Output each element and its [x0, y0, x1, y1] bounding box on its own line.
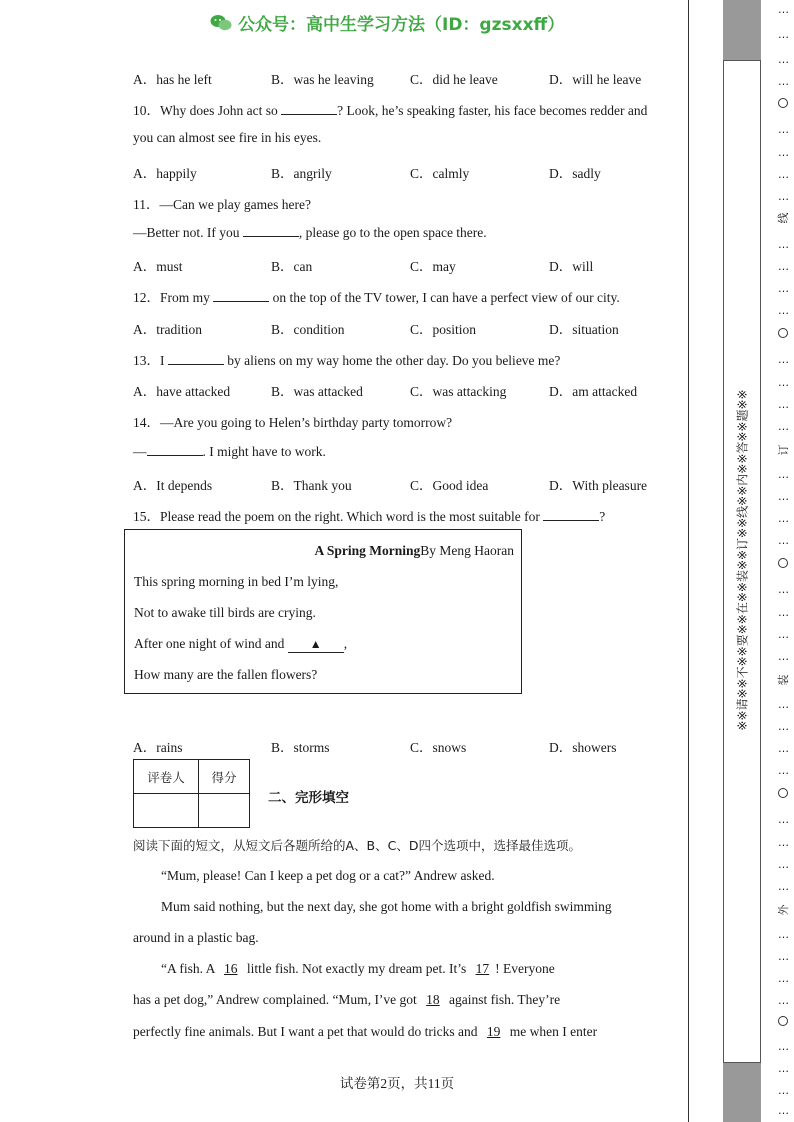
- q14-option-a[interactable]: A．It depends: [133, 478, 213, 493]
- wechat-icon: [210, 14, 232, 32]
- binding-dots: …: [778, 28, 789, 41]
- poem-line-2: Not to awake till birds are crying.: [134, 605, 316, 620]
- q14-text-b: . I might have to work.: [202, 444, 326, 459]
- q10-stem: [133, 99, 647, 119]
- q12-blank: [213, 289, 269, 302]
- binding-dots: …: [778, 972, 789, 985]
- binding-dots: …: [778, 3, 789, 16]
- poem-line-4: How many are the fallen flowers?: [134, 667, 318, 682]
- binding-dots: …: [778, 53, 789, 66]
- binding-dots: …: [778, 950, 789, 963]
- passage-p4-text-b: against fish. They’re: [445, 992, 561, 1007]
- score-header: 得分: [199, 760, 250, 794]
- binding-dots: …: [778, 123, 789, 136]
- binding-dots: …: [778, 858, 789, 871]
- cloze-blank-18: 18: [426, 992, 440, 1007]
- passage-p2-line1: Mum said nothing, but the next day, she got home with a bright goldfish swimming: [161, 899, 612, 914]
- q10-text-a: 10．Why does John act so: [133, 103, 282, 118]
- binding-dots: …: [778, 376, 789, 389]
- binding-dots: …: [778, 146, 789, 159]
- q14-text-a: —: [133, 444, 147, 459]
- binding-dots: …: [778, 698, 789, 711]
- q12-text-a: 12．From my: [133, 290, 214, 305]
- q13-text-a: 13．I: [133, 353, 168, 368]
- passage-p3-text-c: ! Everyone: [495, 961, 555, 976]
- q15-text-a: 15．Please read the poem on the right. Which word is the most suitable for: [133, 509, 544, 524]
- binding-dots: …: [778, 994, 789, 1007]
- cloze-blank-17: 17: [475, 961, 490, 976]
- binding-line: [778, 0, 788, 1122]
- binding-dots: …: [778, 238, 789, 251]
- binding-circle: [778, 788, 788, 798]
- passage-p2-line2: around in a plastic bag.: [133, 930, 259, 945]
- section-title: 二、完形填空: [268, 790, 349, 806]
- q12-option-a[interactable]: A．tradition: [133, 322, 202, 337]
- poem-line-1: This spring morning in bed I’m lying,: [134, 574, 339, 589]
- passage-p4-text-a: has a pet dog,” Andrew complained. “Mum, I’ve got: [133, 992, 421, 1007]
- watermark-text: 公众号：高中生学习方法（ID：gzsxxff）: [238, 15, 565, 35]
- score-cell[interactable]: [199, 794, 250, 828]
- q9-options: [133, 68, 673, 88]
- poem-line-3: [134, 636, 347, 653]
- binding-dots: …: [778, 836, 789, 849]
- passage-p5: [133, 1024, 597, 1040]
- cloze-blank-19: 19: [486, 1024, 501, 1039]
- poem-box: [124, 529, 522, 694]
- passage-p4: [133, 992, 560, 1008]
- q11-stem-line2: [133, 224, 487, 241]
- q15-option-d[interactable]: D．showers: [549, 740, 617, 755]
- binding-dots: …: [778, 420, 789, 433]
- q11-stem: 11．—Can we play games here?: [133, 197, 311, 212]
- binding-dots: …: [778, 1062, 789, 1075]
- passage-p1: “Mum, please! Can I keep a pet dog or a cat?” Andrew asked.: [161, 868, 495, 883]
- binding-dots: …: [778, 650, 789, 663]
- q10-option-d[interactable]: D．sadly: [549, 166, 601, 181]
- q11-text-b: , please go to the open space there.: [298, 225, 487, 240]
- binding-dots: …: [778, 534, 789, 547]
- binding-dots: …: [778, 742, 789, 755]
- binding-dots: …: [778, 190, 789, 203]
- q14-option-c[interactable]: C．Good idea: [410, 478, 489, 493]
- q13-text-b: by aliens on my way home the other day. Do you believe me?: [223, 353, 561, 368]
- q11-text-a: —Better not. If you: [133, 225, 243, 240]
- passage-p3-text-a: “A fish. A: [161, 961, 219, 976]
- binding-dots: …: [778, 260, 789, 273]
- cloze-blank-16: 16: [224, 961, 238, 976]
- q14-stem: 14．—Are you going to Helen’s birthday party tomorrow?: [133, 415, 453, 430]
- q12-option-c[interactable]: C．position: [410, 322, 477, 337]
- q11-option-d[interactable]: D．will: [549, 259, 594, 274]
- poem-line-3-end: ,: [343, 636, 348, 651]
- q15-options: [133, 736, 673, 756]
- grader-header: 评卷人: [134, 760, 199, 794]
- binding-dots: …: [778, 490, 789, 503]
- score-table: [133, 759, 250, 828]
- binding-dots: …: [778, 1040, 789, 1053]
- sidebar-notice-text: ※※请※※不※※要※※在※※装※※订※※线※※内※※答※※题※※: [735, 389, 750, 731]
- binding-dots: …: [778, 720, 789, 733]
- q9-option-d[interactable]: D．will he leave: [549, 72, 642, 87]
- q10-blank: [281, 102, 337, 115]
- q12-option-d[interactable]: D．situation: [549, 322, 619, 337]
- passage-p5-text-a: perfectly fine animals. But I want a pet that would do tricks and: [133, 1024, 481, 1039]
- poem-blank-triangle: ▲: [288, 637, 344, 653]
- q13-option-d[interactable]: D．am attacked: [549, 384, 638, 399]
- q9-option-b[interactable]: B．was he leaving: [271, 72, 374, 87]
- q12-options: [133, 318, 673, 338]
- q14-stem-line2: [133, 443, 326, 460]
- sidebar-border: [688, 0, 689, 1122]
- q15-option-c[interactable]: C．snows: [410, 740, 467, 755]
- watermark: [210, 10, 564, 35]
- binding-dots: …: [778, 928, 789, 941]
- binding-label-xian: 线: [777, 212, 790, 224]
- poem-line-3-text: After one night of wind and: [134, 636, 288, 651]
- q12-option-b[interactable]: B．condition: [271, 322, 345, 337]
- q13-option-c[interactable]: C．was attacking: [410, 384, 507, 399]
- q10-option-b[interactable]: B．angrily: [271, 166, 332, 181]
- q14-option-b[interactable]: B．Thank you: [271, 478, 352, 493]
- q11-option-a[interactable]: A．must: [133, 259, 183, 274]
- q15-blank: [543, 508, 599, 521]
- cloze-instructions: 阅读下面的短文，从短文后各题所给的A、B、C、D四个选项中，选择最佳选项。: [133, 838, 581, 853]
- q9-option-c[interactable]: C．did he leave: [410, 72, 498, 87]
- binding-circle: [778, 98, 788, 108]
- binding-dots: …: [778, 353, 789, 366]
- q10-options: [133, 162, 673, 182]
- poem-heading: [314, 543, 514, 559]
- q15-option-a[interactable]: A．rains: [133, 740, 183, 755]
- q15-text-b: ?: [599, 509, 606, 524]
- q13-blank: [168, 352, 224, 365]
- binding-dots: …: [778, 606, 789, 619]
- binding-circle: [778, 558, 788, 568]
- passage-p3-text-b: little fish. Not exactly my dream pet. It’s: [243, 961, 470, 976]
- page-footer: 试卷第2页，共11页: [339, 1076, 455, 1091]
- binding-dots: …: [778, 583, 789, 596]
- binding-dots: …: [778, 628, 789, 641]
- binding-circle: [778, 328, 788, 338]
- binding-dots: …: [778, 1104, 789, 1117]
- q14-blank: [147, 443, 203, 456]
- q10-text-b: ? Look, he’s speaking faster, his face becomes redder and: [337, 103, 648, 118]
- q11-option-c[interactable]: C．may: [410, 259, 456, 274]
- binding-dots: …: [778, 813, 789, 826]
- q13-option-b[interactable]: B．was attacked: [271, 384, 363, 399]
- q13-options: [133, 380, 673, 400]
- q12-text-b: on the top of the TV tower, I can have a perfect view of our city.: [269, 290, 620, 305]
- q11-options: [133, 255, 673, 275]
- q12-stem: [133, 286, 620, 306]
- binding-dots: …: [778, 168, 789, 181]
- q9-option-a[interactable]: A．has he left: [133, 72, 212, 87]
- q13-stem: [133, 349, 560, 369]
- passage-p5-text-b: me when I enter: [506, 1024, 598, 1039]
- sidebar-gray-block-bottom: [723, 1063, 761, 1122]
- q11-blank: [243, 224, 299, 237]
- q15-option-b[interactable]: B．storms: [271, 740, 330, 755]
- binding-dots: …: [778, 468, 789, 481]
- binding-label-wai: 外: [777, 904, 790, 916]
- poem-title: A Spring Morning: [314, 543, 421, 558]
- q14-option-d[interactable]: D．With pleasure: [549, 478, 648, 493]
- grader-cell[interactable]: [134, 794, 199, 828]
- binding-dots: …: [778, 304, 789, 317]
- binding-dots: …: [778, 282, 789, 295]
- passage-p3: [161, 961, 555, 977]
- binding-label-zhuang: 装: [777, 674, 790, 686]
- q11-option-b[interactable]: B．can: [271, 259, 313, 274]
- binding-dots: …: [778, 398, 789, 411]
- binding-dots: …: [778, 75, 789, 88]
- sidebar-gray-block-top: [723, 0, 761, 60]
- binding-dots: …: [778, 880, 789, 893]
- q10-option-c[interactable]: C．calmly: [410, 166, 470, 181]
- q15-stem: [133, 505, 605, 525]
- poem-author: By Meng Haoran: [420, 543, 514, 558]
- binding-circle: [778, 1016, 788, 1026]
- q10-option-a[interactable]: A．happily: [133, 166, 197, 181]
- q10-stem-line2: you can almost see fire in his eyes.: [133, 130, 322, 145]
- binding-dots: …: [778, 512, 789, 525]
- binding-label-ding: 订: [777, 444, 790, 456]
- binding-dots: …: [778, 764, 789, 777]
- q13-option-a[interactable]: A．have attacked: [133, 384, 231, 399]
- binding-dots: …: [778, 1084, 789, 1097]
- q14-options: [133, 474, 673, 494]
